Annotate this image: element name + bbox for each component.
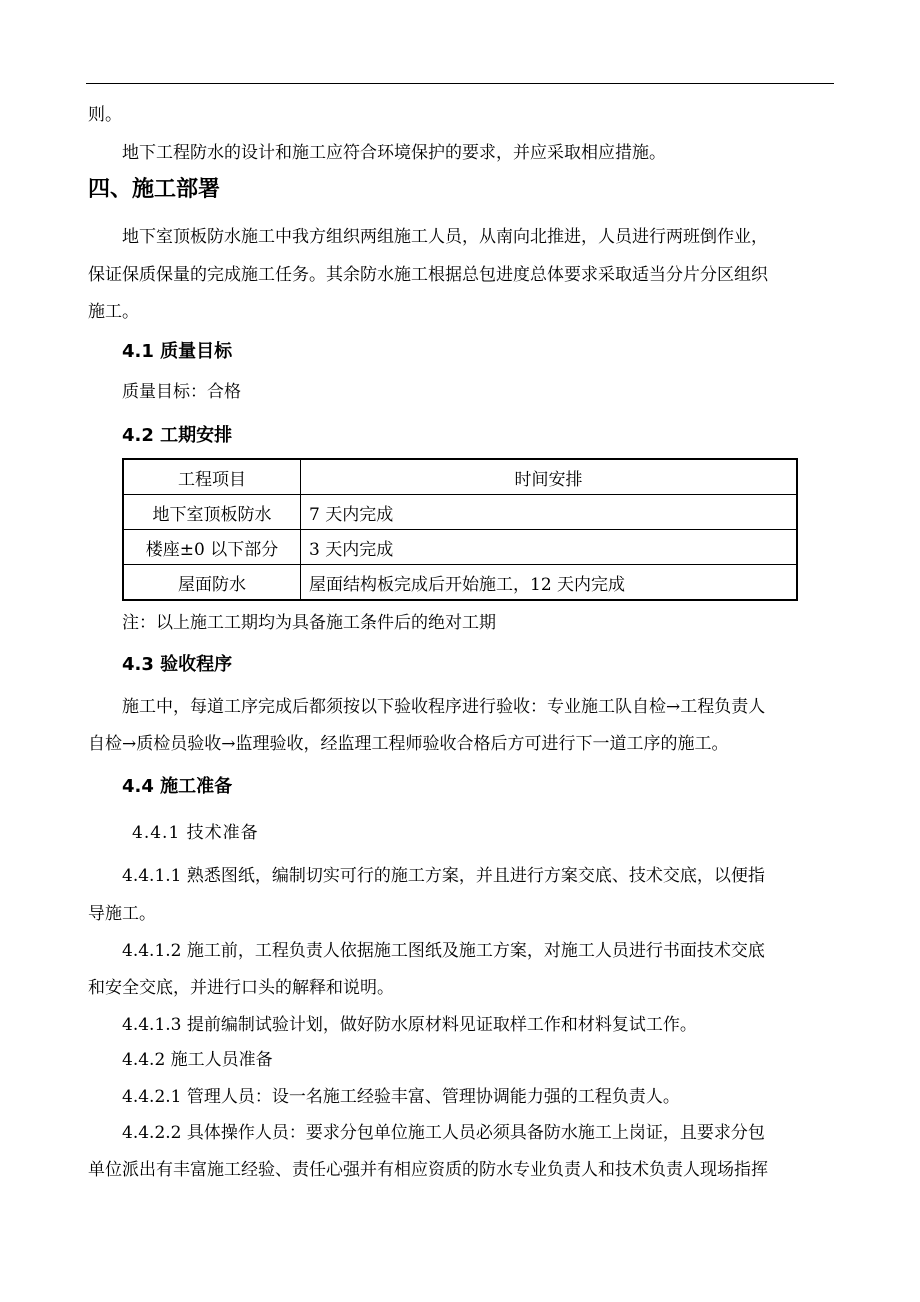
table-row xyxy=(123,565,797,601)
heading-technical-preparation: 4.4.1 技术准备 xyxy=(132,823,259,843)
continued-line: 则。 xyxy=(88,105,122,125)
heading-quality-target: 4.1 质量目标 xyxy=(122,341,233,362)
item-4411-line-2: 导施工。 xyxy=(88,904,156,924)
acceptance-paragraph-line-2: 自检→质检员验收→监理验收，经监理工程师验收合格后方可进行下一道工序的施工。 xyxy=(88,734,729,754)
table-cell-time: 7 天内完成 xyxy=(301,495,798,530)
table-header-cell: 时间安排 xyxy=(301,459,798,495)
heading-construction-preparation: 4.4 施工准备 xyxy=(122,776,233,797)
table-row xyxy=(123,495,797,530)
deployment-paragraph-line-3: 施工。 xyxy=(88,302,139,322)
item-4412-line-2: 和安全交底，并进行口头的解释和说明。 xyxy=(88,978,394,998)
acceptance-paragraph-line-1: 施工中，每道工序完成后都须按以下验收程序进行验收：专业施工队自检→工程负责人 xyxy=(122,697,766,717)
item-4413: 4.4.1.3 提前编制试验计划，做好防水原材料见证取样工作和材料复试工作。 xyxy=(122,1015,697,1035)
heading-schedule: 4.2 工期安排 xyxy=(122,425,233,446)
section-heading-construction-deployment: 四、施工部署 xyxy=(88,177,221,202)
table-cell-item: 屋面防水 xyxy=(123,565,301,601)
table-cell-item: 地下室顶板防水 xyxy=(123,495,301,530)
item-4411-line-1: 4.4.1.1 熟悉图纸，编制切实可行的施工方案，并且进行方案交底、技术交底，以便指 xyxy=(122,866,765,886)
table-header-row xyxy=(123,459,797,495)
item-4421: 4.4.2.1 管理人员：设一名施工经验丰富、管理协调能力强的工程负责人。 xyxy=(122,1087,680,1107)
item-4412-line-1: 4.4.1.2 施工前，工程负责人依据施工图纸及施工方案，对施工人员进行书面技术交底 xyxy=(122,941,765,961)
deployment-paragraph-line-2: 保证保质保量的完成施工任务。其余防水施工根据总包进度总体要求采取适当分片分区组织 xyxy=(88,265,768,285)
heading-personnel-preparation: 4.4.2 施工人员准备 xyxy=(122,1050,273,1070)
item-4422-line-2: 单位派出有丰富施工经验、责任心强并有相应资质的防水专业负责人和技术负责人现场指挥 xyxy=(88,1160,768,1180)
deployment-paragraph-line-1: 地下室顶板防水施工中我方组织两组施工人员，从南向北推进，人员进行两班倒作业， xyxy=(122,227,768,247)
item-4422-line-1: 4.4.2.2 具体操作人员：要求分包单位施工人员必须具备防水施工上岗证，且要求分包 xyxy=(122,1123,765,1143)
table-cell-time: 屋面结构板完成后开始施工，12 天内完成 xyxy=(301,565,798,601)
table-cell-item: 楼座±0 以下部分 xyxy=(123,530,301,565)
heading-acceptance-procedure: 4.3 验收程序 xyxy=(122,654,233,675)
header-rule xyxy=(86,83,834,84)
table-cell-time: 3 天内完成 xyxy=(301,530,798,565)
table-row xyxy=(123,530,797,565)
table-header-cell: 工程项目 xyxy=(123,459,301,495)
quality-target-text: 质量目标：合格 xyxy=(122,382,241,402)
schedule-note: 注：以上施工工期均为具备施工条件后的绝对工期 xyxy=(122,613,496,633)
environment-paragraph: 地下工程防水的设计和施工应符合环境保护的要求，并应采取相应措施。 xyxy=(122,143,666,163)
schedule-table xyxy=(122,458,798,601)
